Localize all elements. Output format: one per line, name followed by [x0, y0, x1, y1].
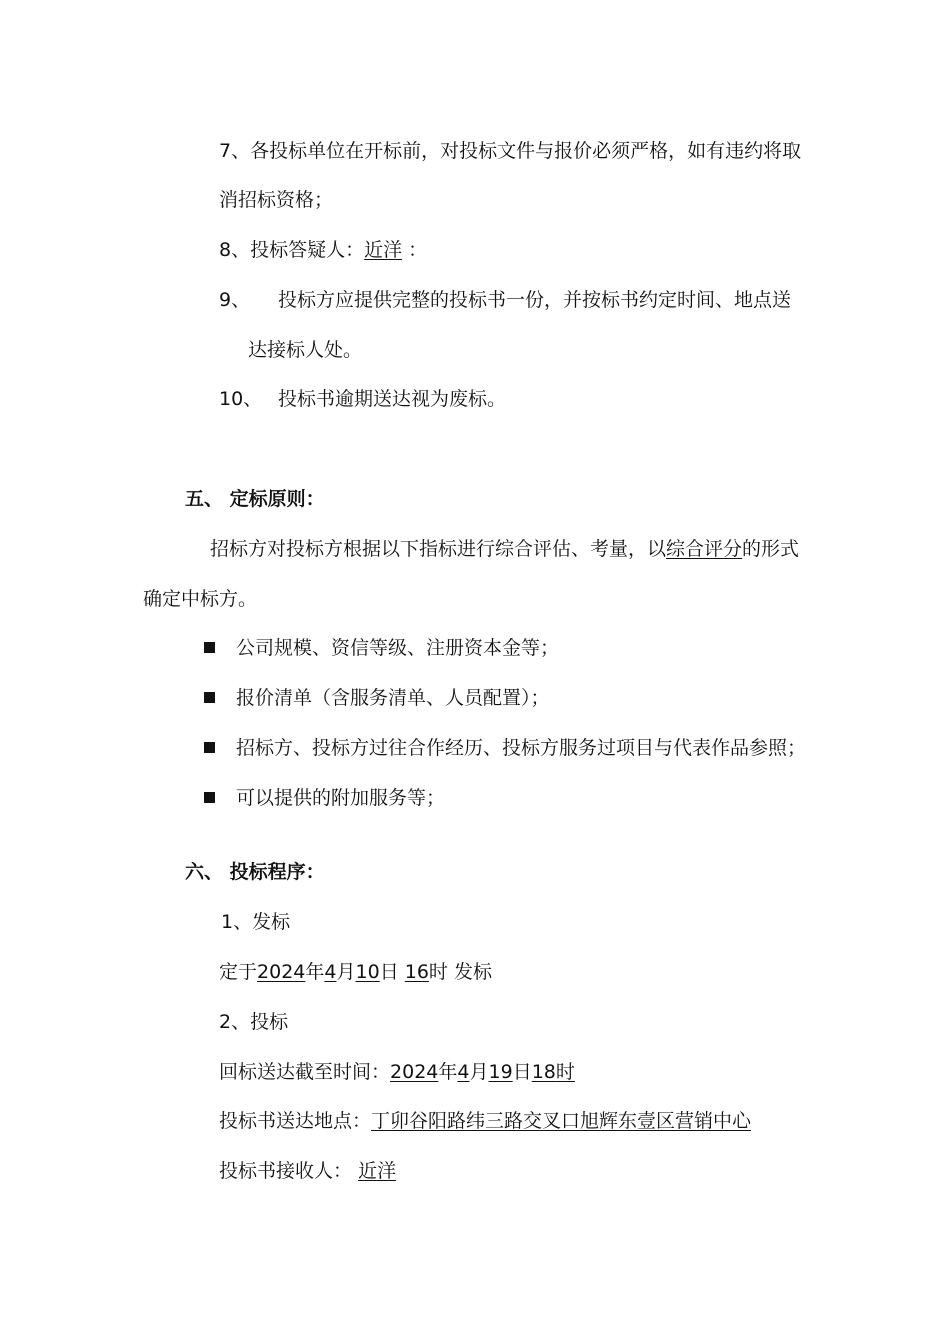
bullet-text: 招标方、投标方过往合作经历、投标方服务过项目与代表作品参照； — [236, 737, 807, 759]
receiver-line — [219, 1158, 396, 1184]
bullet-text: 公司规模、资信等级、注册资本金等； — [236, 637, 560, 659]
square-bullet-icon — [204, 642, 215, 653]
issue-date-line — [219, 959, 492, 985]
day-unit: 日 — [379, 961, 405, 983]
item-8-name: 近洋 — [364, 239, 403, 261]
item-8-label: 8、投标答疑人： — [219, 239, 365, 261]
bullet-text: 可以提供的附加服务等； — [236, 787, 446, 809]
item-7-line-2: 消招标资格； — [219, 189, 334, 211]
item-8-suffix: ： — [402, 239, 428, 261]
composite-score-term: 综合评分 — [666, 538, 743, 560]
paragraph-text: 招标方对投标方根据以下指标进行综合评估、考量，以 — [210, 538, 667, 560]
year-unit: 年 — [438, 1061, 458, 1083]
item-7-line-1: 7、各投标单位在开标前，对投标文件与报价必须严格，如有违约将取 — [219, 140, 802, 162]
bullet-item — [204, 735, 806, 761]
hour-unit: 时 发标 — [428, 961, 492, 983]
section-5-heading: 五、 定标原则： — [185, 488, 325, 510]
deadline-day: 19 — [488, 1061, 513, 1083]
square-bullet-icon — [204, 742, 215, 753]
section-6-heading: 六、 投标程序： — [185, 861, 325, 883]
delivery-place-value: 丁卯谷阳路纬三路交叉口旭辉东壹区营销中心 — [371, 1110, 752, 1132]
issue-year: 2024 — [257, 961, 306, 983]
section-5-paragraph-line-1 — [210, 536, 799, 562]
receiver-label: 投标书接收人： — [219, 1160, 353, 1182]
item-9-line-2: 达接标人处。 — [248, 339, 363, 361]
receiver-value: 近洋 — [358, 1160, 397, 1182]
item-10-text: 投标书逾期送达视为废标。 — [278, 388, 507, 410]
square-bullet-icon — [204, 792, 215, 803]
month-unit: 月 — [469, 1061, 489, 1083]
paragraph-text-end: 的形式 — [742, 538, 800, 560]
bullet-item — [204, 685, 550, 711]
deadline-month: 4 — [457, 1061, 470, 1083]
bullet-item — [204, 785, 445, 811]
hour-unit: 时 — [555, 1061, 575, 1083]
step-2-heading: 2、投标 — [219, 1011, 289, 1033]
day-unit: 日 — [512, 1061, 532, 1083]
square-bullet-icon — [204, 692, 215, 703]
item-8 — [219, 237, 427, 263]
step-1-heading: 1、发标 — [221, 911, 291, 933]
deadline-line — [219, 1059, 575, 1085]
item-9-line-1: 投标方应提供完整的投标书一份，并按标书约定时间、地点送 — [278, 289, 792, 311]
deadline-label: 回标送达截至时间： — [219, 1061, 391, 1083]
deadline-year: 2024 — [390, 1061, 439, 1083]
bullet-item — [204, 635, 559, 661]
month-unit: 月 — [336, 961, 356, 983]
issue-month: 4 — [324, 961, 337, 983]
issue-day: 10 — [355, 961, 380, 983]
year-unit: 年 — [305, 961, 325, 983]
section-5-paragraph-line-2: 确定中标方。 — [143, 588, 258, 610]
item-10-number: 10、 — [219, 388, 263, 410]
issue-hour: 16 — [404, 961, 429, 983]
item-9-number: 9、 — [219, 289, 251, 311]
delivery-place-line — [219, 1108, 751, 1134]
bullet-text: 报价清单（含服务清单、人员配置）； — [236, 687, 550, 709]
issue-prefix: 定于 — [219, 961, 258, 983]
deadline-hour: 18 — [531, 1061, 556, 1083]
delivery-place-label: 投标书送达地点： — [219, 1110, 372, 1132]
